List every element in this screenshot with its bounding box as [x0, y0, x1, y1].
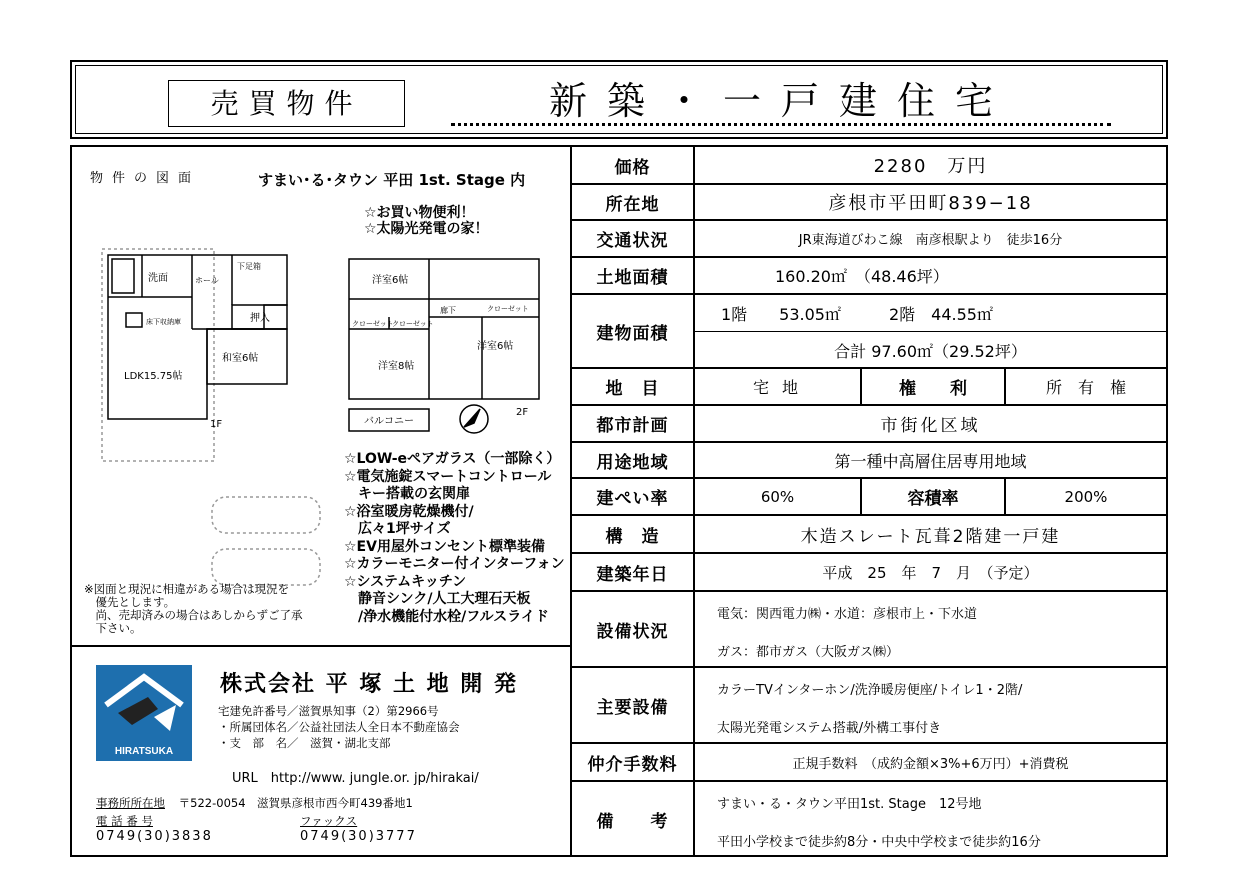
room-japanese: 和室6帖 — [222, 353, 259, 364]
far-value: 200% — [1064, 487, 1108, 506]
address-label: 事務所所在地 — [96, 796, 165, 810]
room-closet-1f: 押入 — [250, 313, 270, 324]
feature-item: ☆システムキッチン — [344, 573, 467, 590]
row-location — [572, 183, 1166, 219]
location-key: 所在地 — [572, 185, 695, 219]
row-fee — [572, 742, 1166, 780]
notice-line: 下さい。 — [84, 621, 142, 635]
room-ldk: LDK15.75帖 — [124, 371, 183, 382]
feature-item: ☆カラーモニター付インターフォン — [344, 556, 565, 572]
company-info — [218, 703, 460, 751]
structure-value: 木造スレート瓦葺2階建一戸建 — [800, 526, 1061, 547]
remarks-line2: 平田小学校まで徒歩約8分・中央中学校まで徒歩約16分 — [717, 834, 1041, 850]
right-key: 権 利 — [899, 379, 967, 399]
notice-line: ※図面と現況に相違がある場合は現況を — [84, 582, 290, 596]
location-value: 彦根市平田町839−18 — [828, 193, 1033, 214]
header-inner — [75, 65, 1163, 134]
listing-type-label: 売買物件 — [168, 80, 405, 127]
remarks-key: 備 考 — [572, 782, 695, 857]
row-coverage — [572, 477, 1166, 514]
room-under-floor: 床下収納庫 — [146, 318, 181, 326]
company-url[interactable]: URL http://www. jungle.or. jp/hirakai/ — [232, 771, 479, 786]
floor2-label: 2F — [516, 407, 529, 418]
feature-item: ☆浴室暖房乾燥機付/ — [344, 503, 474, 520]
land-value: 160.20㎡ （48.46坪） — [775, 267, 949, 286]
room-balcony: バルコニー — [364, 416, 414, 427]
equipment-key: 設備状況 — [572, 592, 695, 666]
notice-line: 優先とします。 — [84, 595, 176, 609]
price-key: 価格 — [572, 147, 695, 183]
feature-list — [344, 451, 565, 626]
room-shoe-box: 下足箱 — [237, 262, 261, 271]
tel-number[interactable]: 0749(30)3838 — [96, 829, 213, 844]
figure-label: 物件の図面 — [90, 171, 201, 186]
row-price — [572, 147, 1166, 183]
city-plan-key: 都市計画 — [572, 406, 695, 441]
logo-mark-icon — [96, 665, 192, 745]
association: ・所属団体名／公益社団法人全日本不動産協会 — [218, 720, 460, 734]
room-closet-a: クローゼット — [352, 320, 394, 328]
feature-item: ☆EV用屋外コンセント標準装備 — [344, 538, 545, 555]
fee-value: 正規手数料 （成約金額×3%+6万円）+消費税 — [792, 756, 1069, 772]
header-box — [70, 60, 1168, 139]
company-divider — [72, 645, 570, 647]
row-building — [572, 293, 1166, 367]
equipment-line1: 電気：関西電力㈱・水道：彦根市上・下水道 — [717, 606, 978, 622]
build-date-key: 建築年日 — [572, 554, 695, 590]
row-structure — [572, 514, 1166, 552]
fee-key: 仲介手数料 — [572, 744, 695, 780]
room-bath: 洗面 — [148, 273, 168, 284]
row-remarks — [572, 780, 1166, 857]
notice — [84, 583, 303, 635]
appeal-item: ☆お買い物便利！ — [364, 205, 475, 221]
address-value: 〒522-0054 滋賀県彦根市西今町439番地1 — [178, 796, 413, 810]
left-panel — [70, 145, 572, 857]
right-value: 所 有 権 — [1045, 378, 1126, 397]
row-equipment — [572, 590, 1166, 666]
equipment-line2: ガス：都市ガス（大阪ガス㈱） — [717, 644, 900, 660]
main-equipment-key: 主要設備 — [572, 668, 695, 742]
building-total: 合計 97.60㎡（29.52坪） — [834, 342, 1027, 361]
property-table — [570, 145, 1168, 857]
room-western2: 洋室6帖 — [477, 341, 514, 352]
zoning-key: 用途地域 — [572, 443, 695, 477]
coverage-value: 60% — [760, 487, 795, 506]
company-address — [96, 795, 413, 811]
company-name: 株式会社 平 塚 土 地 開 発 — [220, 672, 518, 697]
city-plan-value: 市街化区域 — [880, 416, 981, 436]
row-chimoku — [572, 367, 1166, 404]
feature-item: 静音シンク/人工大理石天板 — [344, 591, 531, 607]
room-western1: 洋室6帖 — [372, 275, 409, 286]
fax-number: 0749(30)3777 — [300, 829, 417, 844]
notice-line: 尚、売却済みの場合はあしからずご了承 — [84, 608, 303, 622]
traffic-value: JR東海道びわこ線 南彦根駅より 徒歩16分 — [798, 233, 1063, 248]
feature-item: ☆電気施錠スマートコントロール — [344, 468, 552, 485]
appeal-item: ☆太陽光発電の家！ — [364, 221, 489, 237]
page-title: 新築・一戸建住宅 — [451, 76, 1111, 126]
row-build-date — [572, 552, 1166, 590]
row-city-plan — [572, 404, 1166, 441]
feature-item: キー搭載の玄関扉 — [344, 486, 470, 502]
room-closet-c: クローゼット — [487, 305, 529, 313]
building-floors: 1階 53.05㎡ 2階 44.55㎡ — [721, 304, 993, 324]
branch: ・支 部 名／ 滋賀・湖北支部 — [218, 736, 391, 750]
company-logo — [96, 665, 192, 761]
traffic-key: 交通状況 — [572, 221, 695, 256]
fax-label: ファックス — [300, 814, 358, 828]
estate-name: すまい･る･タウン 平田 1st. Stage 内 — [258, 171, 526, 189]
structure-key: 構 造 — [572, 516, 695, 552]
main-equipment-line2: 太陽光発電システム搭載/外構工事付き — [717, 720, 942, 736]
zoning-value: 第一種中高層住居専用地域 — [834, 451, 1027, 471]
room-western3: 洋室8帖 — [378, 361, 415, 372]
building-key: 建物面積 — [572, 295, 695, 367]
build-date-value: 平成 25 年 7 月 （予定） — [822, 563, 1039, 582]
room-corridor: 廊下 — [440, 306, 456, 315]
feature-item: ☆LOW-eペアガラス（一部除く） — [344, 451, 561, 467]
coverage-key: 建ぺい率 — [572, 479, 695, 514]
room-closet-b: クローゼット — [392, 320, 434, 328]
far-key: 容積率 — [907, 489, 959, 509]
chimoku-key: 地 目 — [572, 369, 695, 404]
feature-item: /浄水機能付水栓/フルスライド — [344, 608, 549, 625]
room-hall: ホール — [195, 276, 219, 285]
row-zoning — [572, 441, 1166, 477]
chimoku-value: 宅 地 — [752, 378, 803, 397]
floor1-label: 1F — [210, 419, 223, 430]
license-number: 宅建免許番号／滋賀県知事（2）第2966号 — [218, 704, 439, 718]
main-equipment-line1: カラーTVインターホン/洗浄暖房便座/トイレ1・2階/ — [717, 682, 1023, 698]
logo-text: HIRATSUKA — [114, 746, 174, 757]
row-traffic — [572, 219, 1166, 256]
row-land — [572, 256, 1166, 293]
feature-item: 広々1坪サイズ — [344, 521, 451, 537]
price-value: 2280 万円 — [873, 156, 988, 177]
remarks-line1: すまい・る・タウン平田1st. Stage 12号地 — [717, 796, 982, 812]
tel-label: 電 話 番 号 — [96, 814, 153, 828]
land-key: 土地面積 — [572, 258, 695, 293]
row-main-equipment — [572, 666, 1166, 742]
